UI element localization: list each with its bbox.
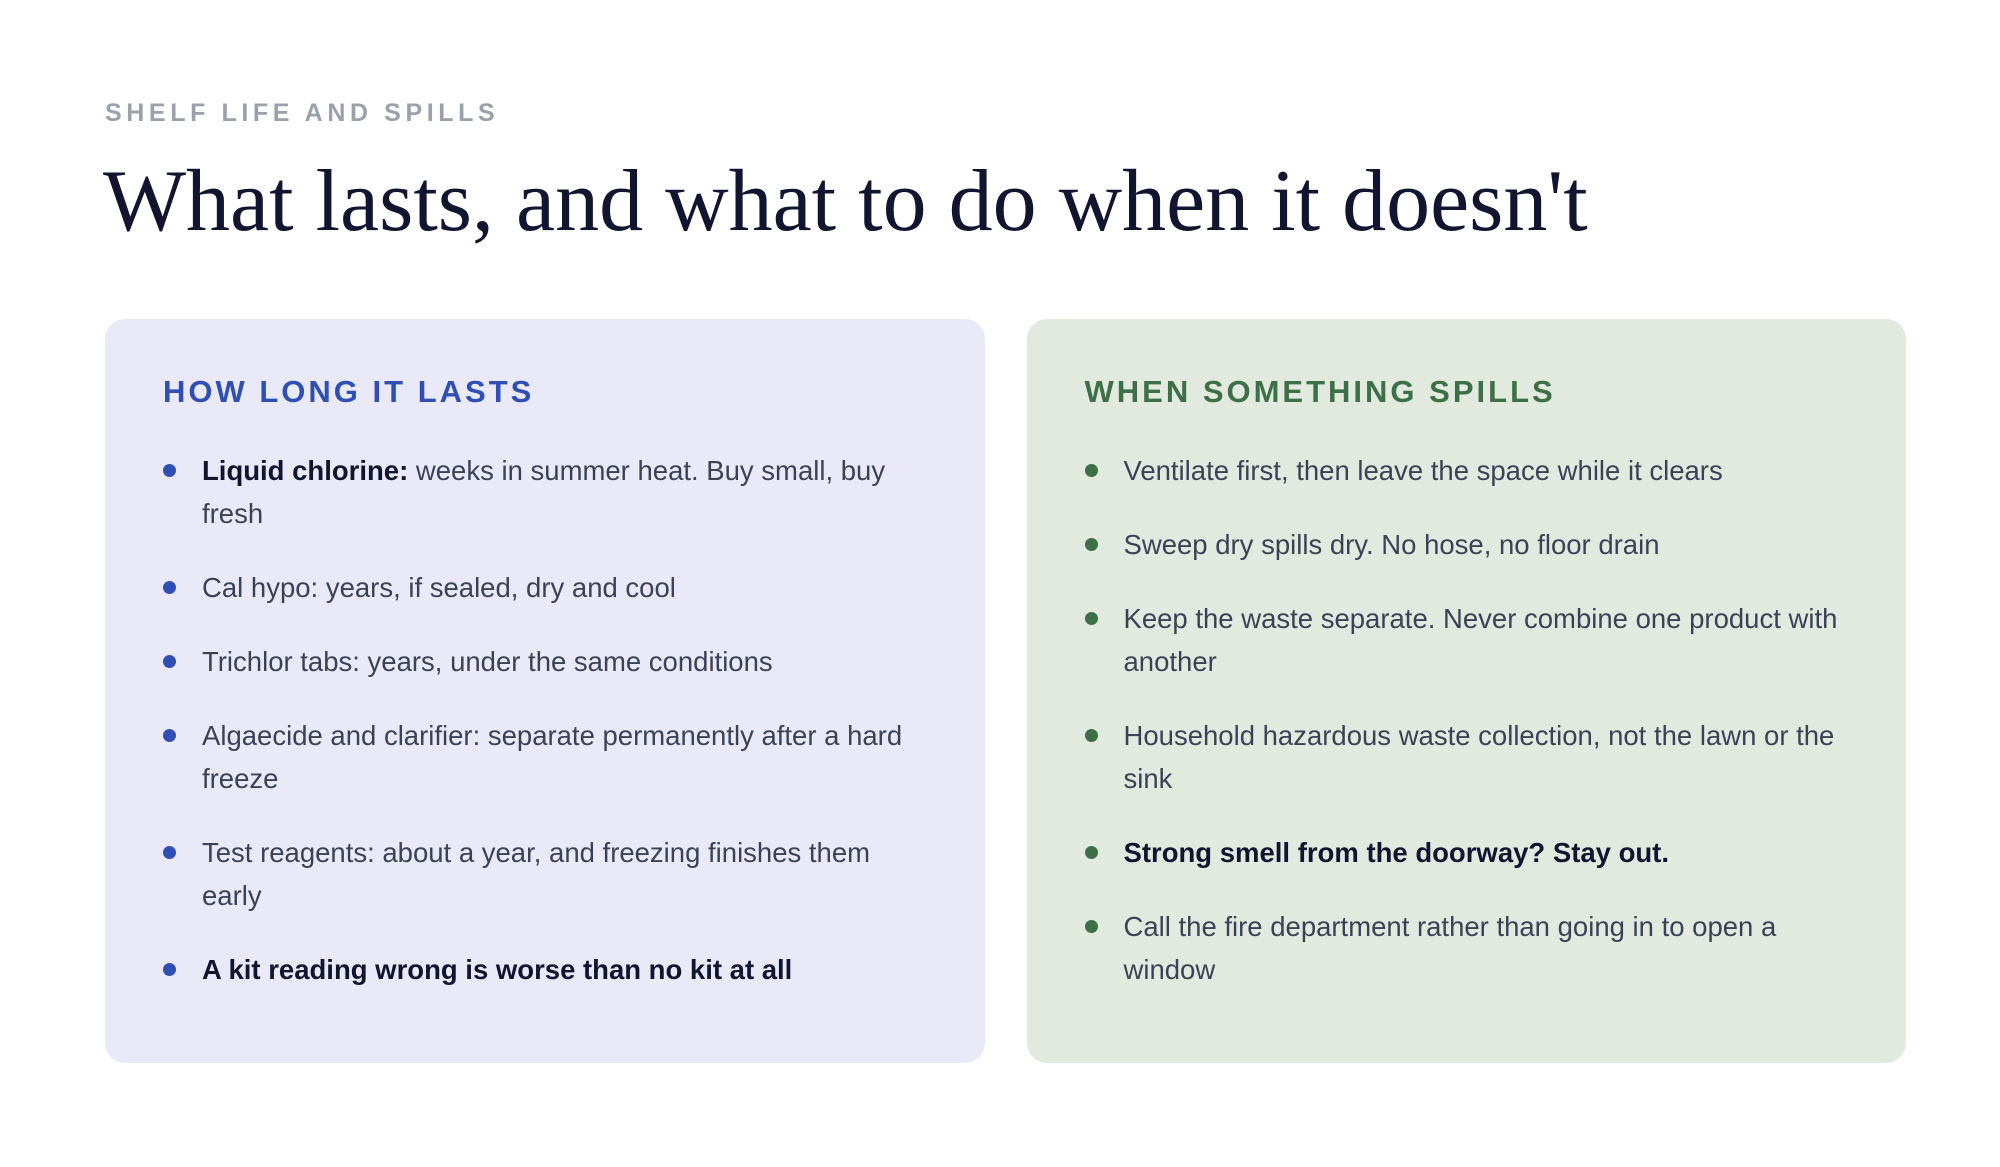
- item-text: Algaecide and clarifier: separate permanently after a hard freeze: [202, 720, 903, 794]
- list-item: [1085, 597, 1849, 683]
- when-something-spills-card: [1027, 319, 1907, 1063]
- bullet-dot-icon: [163, 464, 176, 477]
- how-long-it-lasts-card: [105, 319, 985, 1063]
- list-item: [1085, 523, 1849, 566]
- bullet-dot-icon: [163, 581, 176, 594]
- cards-row: [105, 319, 1906, 1063]
- bullet-dot-icon: [1085, 920, 1098, 933]
- item-lead: Liquid chlorine:: [202, 455, 409, 486]
- item-text: weeks in summer heat. Buy small, buy fresh: [202, 455, 886, 529]
- list-item: [163, 831, 927, 917]
- item-text: Cal hypo: years, if sealed, dry and cool: [202, 572, 676, 603]
- item-text: Keep the waste separate. Never combine one product with another: [1123, 603, 1838, 677]
- bullet-dot-icon: [1085, 846, 1098, 859]
- list-item: [1085, 831, 1849, 874]
- list-item: [163, 948, 927, 991]
- item-text: Household hazardous waste collection, not the lawn or the sink: [1123, 720, 1835, 794]
- item-text: Call the fire department rather than going in to open a window: [1123, 911, 1777, 985]
- bullet-dot-icon: [163, 846, 176, 859]
- item-lead: A kit reading wrong is worse than no kit at all: [202, 954, 793, 985]
- bullet-dot-icon: [163, 655, 176, 668]
- page-title: What lasts, and what to do when it doesn't: [103, 153, 1588, 250]
- list-item: [1085, 905, 1849, 991]
- list-item: [1085, 714, 1849, 800]
- lasts-list: [163, 449, 927, 991]
- item-text: Trichlor tabs: years, under the same conditions: [202, 646, 773, 677]
- bullet-dot-icon: [163, 963, 176, 976]
- spills-heading: WHEN SOMETHING SPILLS: [1084, 374, 1556, 409]
- item-text: Test reagents: about a year, and freezing finishes them early: [202, 837, 871, 911]
- eyebrow-label: SHELF LIFE AND SPILLS: [105, 99, 500, 127]
- bullet-dot-icon: [1085, 729, 1098, 742]
- list-item: [1085, 449, 1849, 492]
- list-item: [163, 566, 927, 609]
- item-text: Ventilate first, then leave the space while it clears: [1123, 455, 1723, 486]
- item-lead: Strong smell from the doorway? Stay out.: [1123, 837, 1669, 868]
- list-item: [163, 449, 927, 535]
- list-item: [163, 640, 927, 683]
- item-text: Sweep dry spills dry. No hose, no floor drain: [1123, 529, 1660, 560]
- bullet-dot-icon: [1085, 538, 1098, 551]
- list-item: [163, 714, 927, 800]
- lasts-heading: HOW LONG IT LASTS: [163, 374, 535, 409]
- spills-list: [1085, 449, 1849, 991]
- bullet-dot-icon: [1085, 464, 1098, 477]
- bullet-dot-icon: [163, 729, 176, 742]
- bullet-dot-icon: [1085, 612, 1098, 625]
